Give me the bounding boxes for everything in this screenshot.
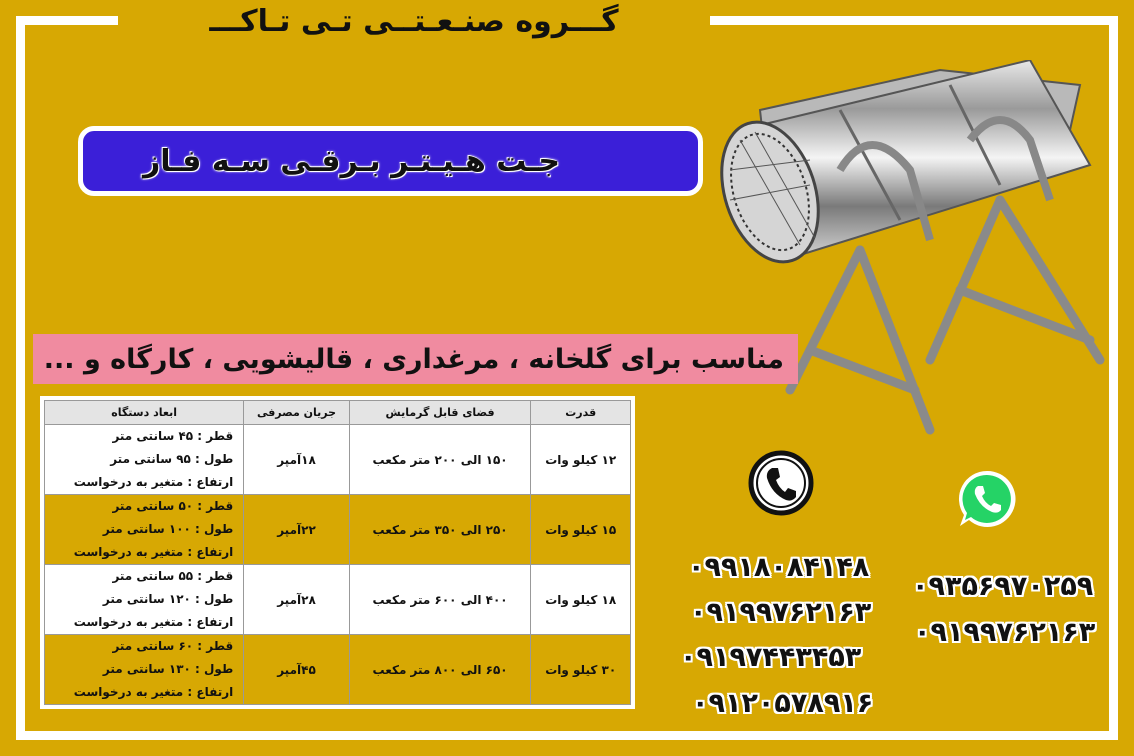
product-title: جـت هـیـتـر بـرقـی سـه فـاز [143,143,560,179]
spec-table [44,400,631,705]
product-title-bar [78,126,703,196]
dim-diameter: قطر : ۶۰ سانتی متر [112,639,234,653]
cell-dims [45,425,244,495]
table-row [45,495,631,565]
dim-height: ارتفاع : متغیر به درخواست [73,545,234,559]
phone-number[interactable]: ۰۹۱۹۹۷۶۲۱۶۳ [690,597,872,628]
phone-number[interactable]: ۰۹۱۲۰۵۷۸۹۱۶ [692,688,874,719]
cell-space: ۶۵۰ الی ۸۰۰ متر مکعب [349,635,531,705]
dim-height: ارتفاع : متغیر به درخواست [73,685,234,699]
whatsapp-icon [955,467,1019,531]
dim-diameter: قطر : ۴۵ سانتی متر [112,429,234,443]
cell-current: ۴۵آمپر [244,635,349,705]
dim-length: طول : ۱۲۰ سانتی متر [102,592,234,606]
suitable-for-text: مناسب برای گلخانه ، مرغداری ، قالیشویی ، کارگاه و ... [43,343,784,375]
dim-diameter: قطر : ۵۰ سانتی متر [112,499,234,513]
cell-power: ۳۰ کیلو وات [531,635,631,705]
cell-power: ۱۸ کیلو وات [531,565,631,635]
table-row [45,635,631,705]
cell-dims [45,635,244,705]
dim-diameter: قطر : ۵۵ سانتی متر [112,569,234,583]
cell-current: ۲۸آمپر [244,565,349,635]
cell-power: ۱۵ کیلو وات [531,495,631,565]
phone-number[interactable]: ۰۹۱۹۷۴۴۳۴۵۳ [680,642,862,673]
dim-height: ارتفاع : متغیر به درخواست [73,475,234,489]
header-power: قدرت [531,401,631,425]
cell-power: ۱۲ کیلو وات [531,425,631,495]
cell-space: ۱۵۰ الی ۲۰۰ متر مکعب [349,425,531,495]
suitable-for-banner [33,334,798,384]
table-row [45,425,631,495]
phone-icon [748,450,814,516]
phone-number[interactable]: ۰۹۹۱۸۰۸۴۱۴۸ [688,552,870,583]
header-current: جریان مصرفی [244,401,349,425]
cell-current: ۲۲آمپر [244,495,349,565]
cell-space: ۴۰۰ الی ۶۰۰ متر مکعب [349,565,531,635]
table-header-row [45,401,631,425]
cell-dims [45,565,244,635]
spec-table-container [40,396,635,709]
cell-space: ۲۵۰ الی ۳۵۰ متر مکعب [349,495,531,565]
dim-height: ارتفاع : متغیر به درخواست [73,615,234,629]
whatsapp-number[interactable]: ۰۹۳۵۶۹۷۰۲۵۹ [912,571,1094,602]
table-row [45,565,631,635]
dim-length: طول : ۱۰۰ سانتی متر [102,522,234,536]
whatsapp-number[interactable]: ۰۹۱۹۹۷۶۲۱۶۳ [914,617,1096,648]
dim-length: طول : ۱۳۰ سانتی متر [102,662,234,676]
header-space: فضای قابل گرمایش [349,401,531,425]
dim-length: طول : ۹۵ سانتی متر [110,452,234,466]
cell-current: ۱۸آمپر [244,425,349,495]
cell-dims [45,495,244,565]
brand-title: گـــروه صنـعـتــی تـی تـاکـــ [118,0,710,42]
header-dims: ابعاد دستگاه [45,401,244,425]
